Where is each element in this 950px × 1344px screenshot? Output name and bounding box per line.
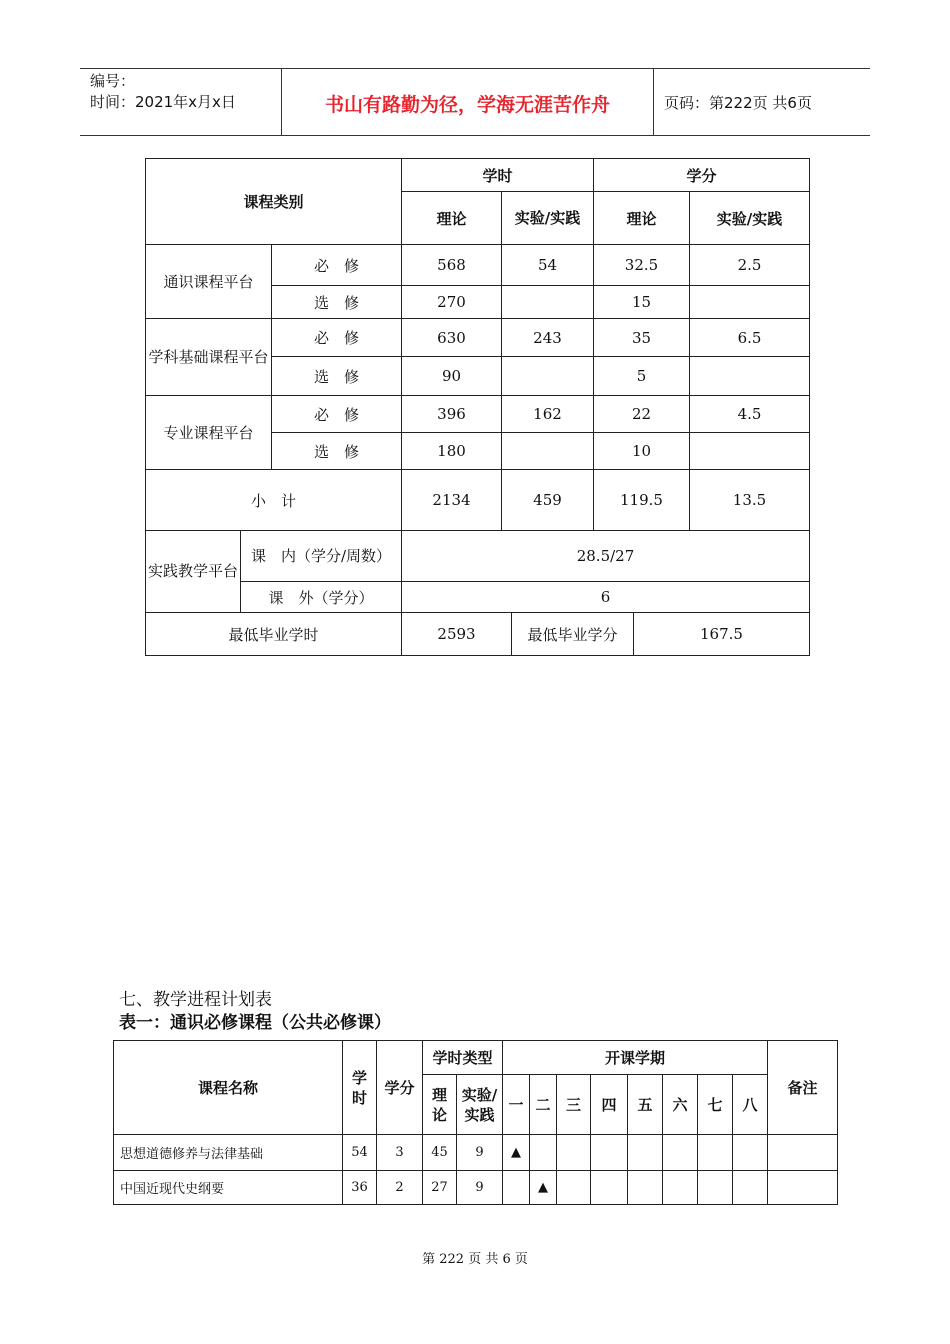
header-remark: 备注 (768, 1041, 838, 1135)
semester-mark (698, 1135, 733, 1171)
header-hour-type: 学时类型 (423, 1041, 503, 1075)
course-name: 中国近现代史纲要 (114, 1171, 343, 1205)
header-bottom-rule (80, 135, 870, 136)
table-title: 表一：通识必修课程（公共必修课） (119, 1013, 391, 1033)
credits-practice (690, 286, 810, 319)
semester-mark (557, 1135, 591, 1171)
course-theory: 27 (423, 1171, 457, 1205)
credit-summary-table (145, 158, 810, 656)
min-credits-label: 最低毕业学分 (512, 613, 634, 656)
doc-time-label: 时间：2021年x月x日 (90, 93, 236, 111)
course-hours: 54 (343, 1135, 377, 1171)
table-row (146, 319, 810, 357)
header-semester-4: 四 (591, 1075, 628, 1135)
credits-theory: 15 (594, 286, 690, 319)
group-name: 专业课程平台 (146, 396, 272, 470)
header-credits: 学分 (594, 159, 810, 192)
header-semester-3: 三 (557, 1075, 591, 1135)
semester-mark (591, 1171, 628, 1205)
practice-inner-label: 课 内（学分/周数） (241, 531, 402, 582)
header-semester-2: 二 (530, 1075, 557, 1135)
credits-practice (690, 357, 810, 396)
header-semester-7: 七 (698, 1075, 733, 1135)
semester-mark (503, 1171, 530, 1205)
hours-practice (502, 433, 594, 470)
minimum-row (146, 613, 810, 656)
credits-theory: 10 (594, 433, 690, 470)
course-type: 选 修 (272, 357, 402, 396)
course-credits: 3 (377, 1135, 423, 1171)
header-practice: 实验/实践 (457, 1075, 503, 1135)
header-hours: 学时 (402, 159, 594, 192)
semester-mark: ▲ (503, 1135, 530, 1171)
header-category: 课程类别 (146, 159, 402, 245)
table-row (114, 1171, 838, 1205)
course-plan-table (113, 1040, 838, 1205)
credits-theory: 22 (594, 396, 690, 433)
semester-mark (663, 1135, 698, 1171)
course-remark (768, 1135, 838, 1171)
semester-mark (733, 1135, 768, 1171)
hours-practice (502, 357, 594, 396)
semester-mark (530, 1135, 557, 1171)
course-type: 必 修 (272, 245, 402, 286)
course-type: 必 修 (272, 396, 402, 433)
header-credits-practice: 实验/实践 (690, 192, 810, 245)
practice-outer-label: 课 外（学分） (241, 582, 402, 613)
hours-practice: 54 (502, 245, 594, 286)
practice-platform-name: 实践教学平台 (146, 531, 241, 613)
subtotal-credits-practice: 13.5 (690, 470, 810, 531)
header-semester-1: 一 (503, 1075, 530, 1135)
hours-practice (502, 286, 594, 319)
header-course-name: 课程名称 (114, 1041, 343, 1135)
section-title: 七、教学进程计划表 (119, 990, 272, 1010)
course-theory: 45 (423, 1135, 457, 1171)
credits-theory: 5 (594, 357, 690, 396)
header-semester-8: 八 (733, 1075, 768, 1135)
header-meta (90, 71, 236, 113)
header-semester-5: 五 (628, 1075, 663, 1135)
group-name: 学科基础课程平台 (146, 319, 272, 396)
credits-theory: 35 (594, 319, 690, 357)
course-type: 选 修 (272, 286, 402, 319)
header-semester-6: 六 (663, 1075, 698, 1135)
course-name: 思想道德修养与法律基础 (114, 1135, 343, 1171)
credits-practice: 2.5 (690, 245, 810, 286)
semester-mark (733, 1171, 768, 1205)
semester-mark (591, 1135, 628, 1171)
credits-theory: 32.5 (594, 245, 690, 286)
credits-practice (690, 433, 810, 470)
hours-theory: 630 (402, 319, 502, 357)
practice-outer-row (146, 582, 810, 613)
group-name: 通识课程平台 (146, 245, 272, 319)
header-credits-theory: 理论 (594, 192, 690, 245)
semester-mark (628, 1171, 663, 1205)
header-motto: 书山有路勤为径，学海无涯苦作舟 (324, 94, 610, 116)
semester-mark: ▲ (530, 1171, 557, 1205)
semester-mark (663, 1171, 698, 1205)
hours-theory: 568 (402, 245, 502, 286)
header-hours-practice: 实验/实践 (502, 192, 594, 245)
hours-theory: 180 (402, 433, 502, 470)
header-theory: 理论 (423, 1075, 457, 1135)
practice-outer-value: 6 (402, 582, 810, 613)
course-hours: 36 (343, 1171, 377, 1205)
header-top-rule (80, 68, 870, 69)
hours-theory: 90 (402, 357, 502, 396)
header-semester: 开课学期 (503, 1041, 768, 1075)
semester-mark (698, 1171, 733, 1205)
header-hours-theory: 理论 (402, 192, 502, 245)
hours-practice: 162 (502, 396, 594, 433)
header-page-number: 页码：第222页 共6页 (664, 94, 812, 112)
subtotal-hours-practice: 459 (502, 470, 594, 531)
page-footer: 第 222 页 共 6 页 (422, 1252, 528, 1267)
course-remark (768, 1171, 838, 1205)
table-row (146, 396, 810, 433)
subtotal-hours-theory: 2134 (402, 470, 502, 531)
course-credits: 2 (377, 1171, 423, 1205)
practice-inner-row (146, 531, 810, 582)
credits-practice: 4.5 (690, 396, 810, 433)
table-row (146, 245, 810, 286)
practice-inner-value: 28.5/27 (402, 531, 810, 582)
semester-mark (557, 1171, 591, 1205)
hours-theory: 396 (402, 396, 502, 433)
table-row (114, 1135, 838, 1171)
hours-theory: 270 (402, 286, 502, 319)
subtotal-label: 小 计 (146, 470, 402, 531)
doc-number-label: 编号： (90, 72, 136, 90)
semester-mark (628, 1135, 663, 1171)
min-hours-label: 最低毕业学时 (146, 613, 402, 656)
min-credits-value: 167.5 (634, 613, 810, 656)
course-type: 选 修 (272, 433, 402, 470)
header-divider-2 (653, 68, 654, 136)
subtotal-row (146, 470, 810, 531)
course-practice: 9 (457, 1135, 503, 1171)
course-practice: 9 (457, 1171, 503, 1205)
credits-practice: 6.5 (690, 319, 810, 357)
header-credits: 学分 (377, 1041, 423, 1135)
min-hours-value: 2593 (402, 613, 512, 656)
course-type: 必 修 (272, 319, 402, 357)
header-hours: 学时 (343, 1041, 377, 1135)
subtotal-credits-theory: 119.5 (594, 470, 690, 531)
hours-practice: 243 (502, 319, 594, 357)
